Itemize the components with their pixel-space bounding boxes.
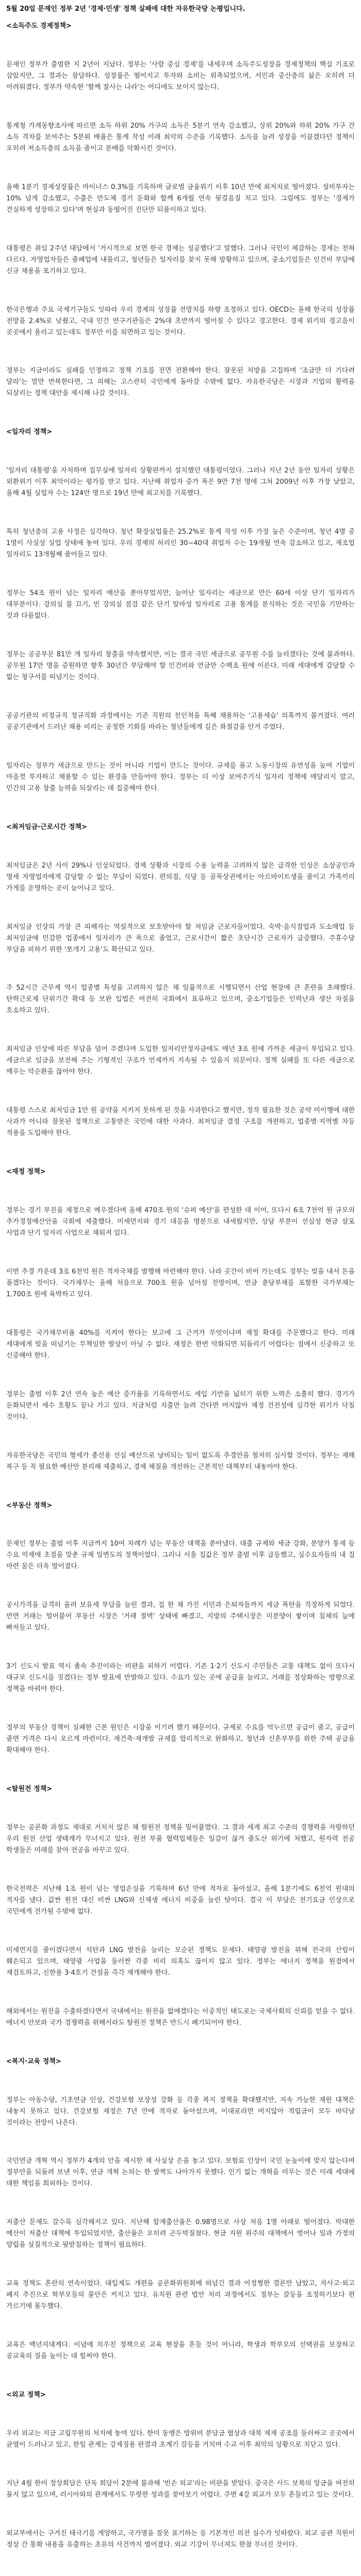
body-paragraph: 일자리는 정부가 세금으로 만드는 것이 아니라 기업이 만드는 것이다. 규제를 풀고 노동시장의 유연성을 높여 기업이 마음껏 투자하고 채용할 수 있는 환경을 만들어야 한다. 정부는 더 이상 보여주기식 일자리 정책에 매달리지 말고, 민간의 고용 창출 능력을 되살리는 데 집중해야 한다. (6, 761, 355, 792)
section-heading: <최저임금·근로시간 정책> (6, 823, 87, 831)
body-paragraph: 최저임금 인상의 가장 큰 피해자는 역설적으로 보호받아야 할 저임금 근로자들이었다. 숙박·음식점업과 도소매업 등 최저임금에 민감한 업종에서 일자리가 큰 폭으로 줄었고, 근로시간이 짧은 초단시간 근로자가 급증했다. 주휴수당 부담을 피하기 위한 '쪼개기 고용'도 확산되고 있다. (6, 923, 355, 954)
body-paragraph: 미세먼지를 줄이겠다면서 석탄과 LNG 발전을 늘리는 모순된 정책도 문제다. 태양광 발전을 위해 전국의 산림이 훼손되고 있으며, 태양광 사업을 둘러싼 각종 비리 의혹도 끊이지 않고 있다. 정부는 에너지 정책을 원점에서 재검토하고, 신한울 3·4호기 건설을 즉각 재개해야 한다. (6, 1946, 355, 1977)
body-paragraph: 정부는 공공부문 81만 개 일자리 창출을 약속했지만, 이는 결국 국민 세금으로 공무원 수를 늘리겠다는 것에 불과하다. 공무원 17만 명을 증원하면 향후 30년간 부담해야 할 인건비와 연금만 수백조 원에 이른다. 미래 세대에게 감당할 수 없는 청구서를 떠넘기는 것이다. (6, 650, 355, 681)
body-paragraph: 교육 정책도 혼란의 연속이었다. 대입제도 개편을 공론화위원회에 떠넘긴 결과 어정쩡한 결론만 남았고, 자사고·외고 폐지 추진으로 학부모들의 불안은 커지고 있다. 유치원 관련 법안 처리 과정에서도 정부는 갈등을 조정하기보다 편 가르기에 몰두했다. (6, 2280, 355, 2311)
body-paragraph: 한국전력은 지난해 1조 원이 넘는 영업손실을 기록하며 6년 만에 적자로 돌아섰고, 올해 1분기에도 6천억 원대의 적자를 냈다. 값싼 원전 대신 비싼 LNG와 신재생 에너지 비중을 늘린 탓이다. 결국 이 부담은 전기요금 인상으로 국민에게 전가될 수밖에 없다. (6, 1885, 355, 1916)
body-paragraph: 최저임금은 2년 사이 29%나 인상되었다. 경제 상황과 시장의 수용 능력을 고려하지 않은 급격한 인상은 소상공인과 영세 자영업자에게 감당할 수 없는 부담이 되었다. 편의점, 식당 등 골목상권에서는 아르바이트생을 줄이고 가족끼리 가게를 운영하는 곳이 늘어나고 있다. (6, 861, 355, 892)
document-title: 5월 20일 문재인 정부 2년 '경제·민생' 정책 실패에 대한 자유한국당 논평입니다. (6, 5, 245, 13)
body-paragraph: 정부는 54조 원이 넘는 일자리 예산을 쏟아부었지만, 늘어난 일자리는 세금으로 만든 60세 이상 단기 일자리가 대부분이다. 강의실 불 끄기, 빈 강의실 점검 같은 단기 알바성 일자리로 고용 통계를 분식하는 것은 국민을 기만하는 것과 다름없다. (6, 589, 355, 620)
section-heading: <외교 정책> (6, 2391, 46, 2399)
body-paragraph: 올해 1분기 경제성장률은 마이너스 0.3%를 기록하며 글로벌 금융위기 이후 10년 만에 최저치로 떨어졌다. 설비투자는 10% 넘게 감소했고, 수출은 반도체 경기 둔화와 함께 6개월 연속 뒷걸음질 치고 있다. 그럼에도 정부는 '경제가 견실하게 성장하고 있다'며 현실과 동떨어진 진단만 되풀이하고 있다. (6, 183, 355, 214)
body-paragraph: 저출산 문제도 갈수록 심각해지고 있다. 지난해 합계출산율은 0.98명으로 사상 처음 1명 아래로 떨어졌다. 막대한 예산이 저출산 대책에 투입되었지만, 출산율은 오히려 곤두박질쳤다. 현금 지원 위주의 대책에서 벗어나 일과 가정의 양립을 실질적으로 뒷받침하는 정책이 필요하다. (6, 2218, 355, 2249)
body-paragraph: 정부는 공론화 과정도 제대로 거치지 않은 채 탈원전 정책을 밀어붙였다. 그 결과 세계 최고 수준의 경쟁력을 자랑하던 우리 원전 산업 생태계가 무너지고 있다. 원전 부품 협력업체들은 일감이 끊겨 줄도산 위기에 처했고, 원자력 전공 학생들은 미래를 찾아 전공을 바꾸고 있다. (6, 1824, 355, 1854)
body-paragraph: 정부는 출범 이후 2년 연속 높은 예산 증가율을 기록하면서도 세입 기반을 넓히기 위한 노력은 소홀히 했다. 경기가 둔화되면서 세수 호황도 끝나 가고 있다. 지금처럼 지출만 늘려 간다면 머지않아 재정 건전성에 심각한 위기가 닥칠 것이다. (6, 1390, 355, 1421)
body-paragraph: 최저임금 인상에 따른 부담을 덜어 주겠다며 도입한 일자리안정자금에도 매년 3조 원에 가까운 세금이 투입되고 있다. 세금으로 임금을 보전해 주는 기형적인 구조가 언제까지 지속될 수 있을지 의문이다. 정책 실패를 또 다른 세금으로 메우는 악순환을 끊어야 한다. (6, 1045, 355, 1076)
document-body (6, 21, 355, 2576)
body-paragraph: 국민연금 개혁 역시 정부가 4개의 안을 제시한 채 사실상 손을 놓고 있다. 보험료 인상이 국민 눈높이에 맞지 않는다며 정부안을 되돌려 보낸 이후, 연금 개혁 논의는 한 발짝도 나아가지 못했다. 인기 없는 개혁을 미루는 것은 미래 세대에 대한 책임을 회피하는 것이다. (6, 2157, 355, 2188)
body-paragraph: 한국은행과 주요 국제기구들도 잇따라 우리 경제의 성장률 전망치를 하향 조정하고 있다. OECD는 올해 한국의 성장률 전망을 2.4%로 낮췄고, 국내 민간 연구기관들은 2%대 초반까지 떨어질 수 있다고 경고한다. 경제 위기의 경고음이 곳곳에서 울리고 있는데도 정부만 이를 외면하고 있는 것이다. (6, 306, 355, 336)
body-paragraph: 우리 외교는 지금 고립무원의 처지에 놓여 있다. 한미 동맹은 방위비 분담금 협상과 대북 제재 공조를 둘러싸고 곳곳에서 균열이 드러나고 있고, 한일 관계는 강제징용 판결과 초계기 갈등을 거치며 수교 이후 최악의 상황으로 치닫고 있다. (6, 2429, 355, 2449)
section-heading: <일자리 정책> (6, 428, 53, 436)
body-paragraph: 교육은 백년지대계다. 이념에 치우친 정책으로 교육 현장을 흔들 것이 아니라, 학생과 학부모의 선택권을 보장하고 공교육의 질을 높이는 데 힘써야 한다. (6, 2341, 355, 2361)
body-paragraph: 정부의 부동산 정책이 실패한 근본 원인은 시장을 이기려 했기 때문이다. 규제로 수요를 억누르면 공급이 줄고, 공급이 줄면 가격은 다시 오르게 마련이다. 재건축·재개발 규제를 합리적으로 완화하고, 청년과 신혼부부를 위한 주택 공급을 확대해야 한다. (6, 1724, 355, 1755)
body-paragraph: 문재인 정부는 출범 이후 지금까지 10여 차례가 넘는 부동산 대책을 쏟아냈다. 대출 규제와 세금 강화, 분양가 통제 등 수요 억제에 초점을 맞춘 규제 일변도의 정책이었다. 그러나 서울 집값은 정부 출범 이후 급등했고, 실수요자들의 내 집 마련 꿈은 더욱 멀어졌다. (6, 1540, 355, 1571)
body-paragraph: 주 52시간 근무제 역시 업종별 특성을 고려하지 않은 채 일률적으로 시행되면서 산업 현장에 큰 혼란을 초래했다. 탄력근로제 단위기간 확대 등 보완 입법은 여전히 국회에서 표류하고 있으며, 중소기업들은 인력난과 생산 차질을 호소하고 있다. (6, 984, 355, 1015)
body-paragraph: 정부는 경기 부진을 재정으로 메우겠다며 올해 470조 원의 '슈퍼 예산'을 편성한 데 이어, 또다시 6조 7천억 원 규모의 추가경정예산안을 국회에 제출했다. 미세먼지와 경기 대응을 명분으로 내세웠지만, 상당 부분이 선심성 현금 살포 사업과 단기 일자리 사업으로 채워져 있다. (6, 1207, 355, 1238)
body-paragraph: 공시가격을 급격히 올려 보유세 부담을 늘린 결과, 집 한 채 가진 서민과 은퇴자들까지 세금 폭탄을 걱정하게 되었다. 반면 거래는 얼어붙어 부동산 시장은 '거래 절벽' 상태에 빠졌고, 지방의 주택시장은 미분양이 쌓이며 침체의 늪에 빠져들고 있다. (6, 1601, 355, 1632)
body-paragraph: 통계청 가계동향조사에 따르면 소득 하위 20% 가구의 소득은 5분기 연속 감소했고, 상위 20%와 하위 20% 가구 간 소득 격차를 보여주는 5분위 배율은 통계 작성 이래 최악의 수준을 기록했다. 소득을 늘려 성장을 이끌겠다던 정책이 오히려 저소득층의 소득을 줄이고 분배를 악화시킨 것이다. (6, 122, 355, 152)
body-paragraph: 이번 추경 가운데 3조 6천억 원은 적자국채를 발행해 마련해야 한다. 나라 곳간이 비어 가는데도 정부는 빚을 내서 돈을 풀겠다는 것이다. 국가채무는 올해 처음으로 700조 원을 넘어설 전망이며, 연금 충당부채를 포함한 국가부채는 1,700조 원에 육박하고 있다. (6, 1267, 355, 1298)
section-heading: <부동산 정책> (6, 1501, 53, 1510)
section-heading: <재정 정책> (6, 1168, 46, 1176)
body-paragraph: 정부는 아동수당, 기초연금 인상, 건강보험 보장성 강화 등 각종 복지 정책을 확대했지만, 지속 가능한 재원 대책은 내놓지 못하고 있다. 건강보험 재정은 7년 만에 적자로 돌아섰으며, 이대로라면 머지않아 적립금이 모두 바닥날 것이라는 전망이 나온다. (6, 2096, 355, 2127)
body-paragraph: 자유한국당은 국민의 혈세가 총선용 선심 예산으로 낭비되는 일이 없도록 추경안을 철저히 심사할 것이다. 정부는 재해 복구 등 꼭 필요한 예산만 분리해 제출하고, 경제 체질을 개선하는 근본적인 대책부터 내놓아야 한다. (6, 1451, 355, 1471)
body-paragraph: 공공기관의 비정규직 정규직화 과정에서는 기존 직원의 친인척을 특혜 채용하는 '고용세습' 의혹까지 불거졌다. 여러 공공기관에서 드러난 채용 비리는 공정한 기회를 바라는 청년들에게 깊은 좌절감을 안겨 주었다. (6, 711, 355, 731)
body-paragraph: '일자리 대통령'을 자처하며 집무실에 일자리 상황판까지 설치했던 대통령이었다. 그러나 지난 2년 동안 일자리 상황은 외환위기 이후 최악이라는 평가를 받고 있다. 지난해 취업자 증가 폭은 9만 7천 명에 그쳐 2009년 이후 가장 낮았고, 올해 4월 실업자 수는 124만 명으로 19년 만에 최고치를 기록했다. (6, 467, 355, 498)
section-heading: <탈원전 정책> (6, 1785, 53, 1793)
body-paragraph: 대통령은 취임 2주년 대담에서 '거시적으로 보면 한국 경제는 성공했다'고 말했다. 그러나 국민이 체감하는 경제는 전혀 다르다. 자영업자들은 줄폐업에 내몰리고, 청년들은 일자리를 찾지 못해 방황하고 있으며, 중소기업들은 인건비 부담에 신규 채용을 포기하고 있다. (6, 244, 355, 275)
body-paragraph: 대통령은 국가채무비율 40%를 지켜야 한다는 보고에 그 근거가 무엇이냐며 재정 확대를 주문했다고 한다. 미래 세대에게 빚을 떠넘기는 무책임한 발상이 아닐 수 없다. 재정은 한번 악화되면 되돌리기 어렵다는 점에서 신중하고 또 신중해야 한다. (6, 1329, 355, 1360)
body-paragraph: 외교부에서는 구겨진 태극기를 게양하고, 국가명을 잘못 표기하는 등 기본적인 의전 실수가 잇따랐다. 외교 공관 직원이 정상 간 통화 내용을 유출하는 초유의 사건까지 벌어졌다. 외교 기강이 무너져도 한참 무너진 것이다. (6, 2529, 355, 2549)
section-heading: <소득주도 경제정책> (6, 22, 72, 30)
body-paragraph: 대통령 스스로 최저임금 1만 원 공약을 지키지 못하게 된 것을 사과한다고 했지만, 정작 필요한 것은 공약 미이행에 대한 사과가 아니라 잘못된 정책으로 고통받은 국민에 대한 사과다. 최저임금 결정 구조를 개편하고, 업종별·지역별 차등 적용을 도입해야 한다. (6, 1107, 355, 1138)
body-paragraph: 지난 4월 한미 정상회담은 단독 회담이 2분에 불과해 '빈손 외교'라는 비판을 받았다. 중국은 사드 보복의 앙금을 여전히 풀지 않고 있으며, 러시아와의 관계에서도 뚜렷한 성과를 찾아보기 어렵다. 주변 4강 외교가 모두 흔들리고 있는 것이다. (6, 2479, 355, 2499)
body-paragraph: 해외에서는 원전을 수출하겠다면서 국내에서는 원전을 없애겠다는 이중적인 태도로는 국제사회의 신뢰를 얻을 수 없다. 에너지 안보와 국가 경쟁력을 위해서라도 탈원전 정책은 반드시 폐기되어야 한다. (6, 2007, 355, 2027)
body-paragraph: 특히 청년층의 고용 사정은 심각하다. 청년 확장실업률은 25.2%로 통계 작성 이후 가장 높은 수준이며, 청년 4명 중 1명이 사실상 실업 상태에 놓여 있다. 우리 경제의 허리인 30~40대 취업자 수는 19개월 연속 감소하고 있고, 제조업 일자리도 13개월째 줄어들고 있다. (6, 528, 355, 559)
body-paragraph: 문재인 정부가 출범한 지 2년이 지났다. 정부는 '사람 중심 경제'를 내세우며 소득주도성장을 경제정책의 핵심 기조로 삼았지만, 그 결과는 참담하다. 성장률은 떨어지고 투자와 소비는 위축되었으며, 서민과 중산층의 삶은 오히려 더 어려워졌다. 정부가 약속한 '함께 잘사는 나라'는 어디에도 보이지 않는다. (6, 60, 355, 91)
section-heading: <복지·교육 정책> (6, 2057, 61, 2065)
body-paragraph: 3기 신도시 발표 역시 졸속 추진이라는 비판을 피하기 어렵다. 기존 1·2기 신도시 주민들은 교통 대책도 없이 또다시 대규모 신도시를 짓겠다는 정부 발표에 반발하고 있다. 수요가 있는 곳에 공급을 늘리고, 거래를 정상화하는 방향으로 정책을 바꿔야 한다. (6, 1663, 355, 1693)
body-paragraph: 정부는 지금이라도 실패를 인정하고 정책 기조를 전면 전환해야 한다. 잘못된 처방을 고집하며 '조금만 더 기다려 달라'는 말만 반복한다면, 그 피해는 고스란히 국민에게 돌아갈 수밖에 없다. 자유한국당은 시장과 기업의 활력을 되살리는 정책 대안을 제시해 나갈 것이다. (6, 367, 355, 398)
